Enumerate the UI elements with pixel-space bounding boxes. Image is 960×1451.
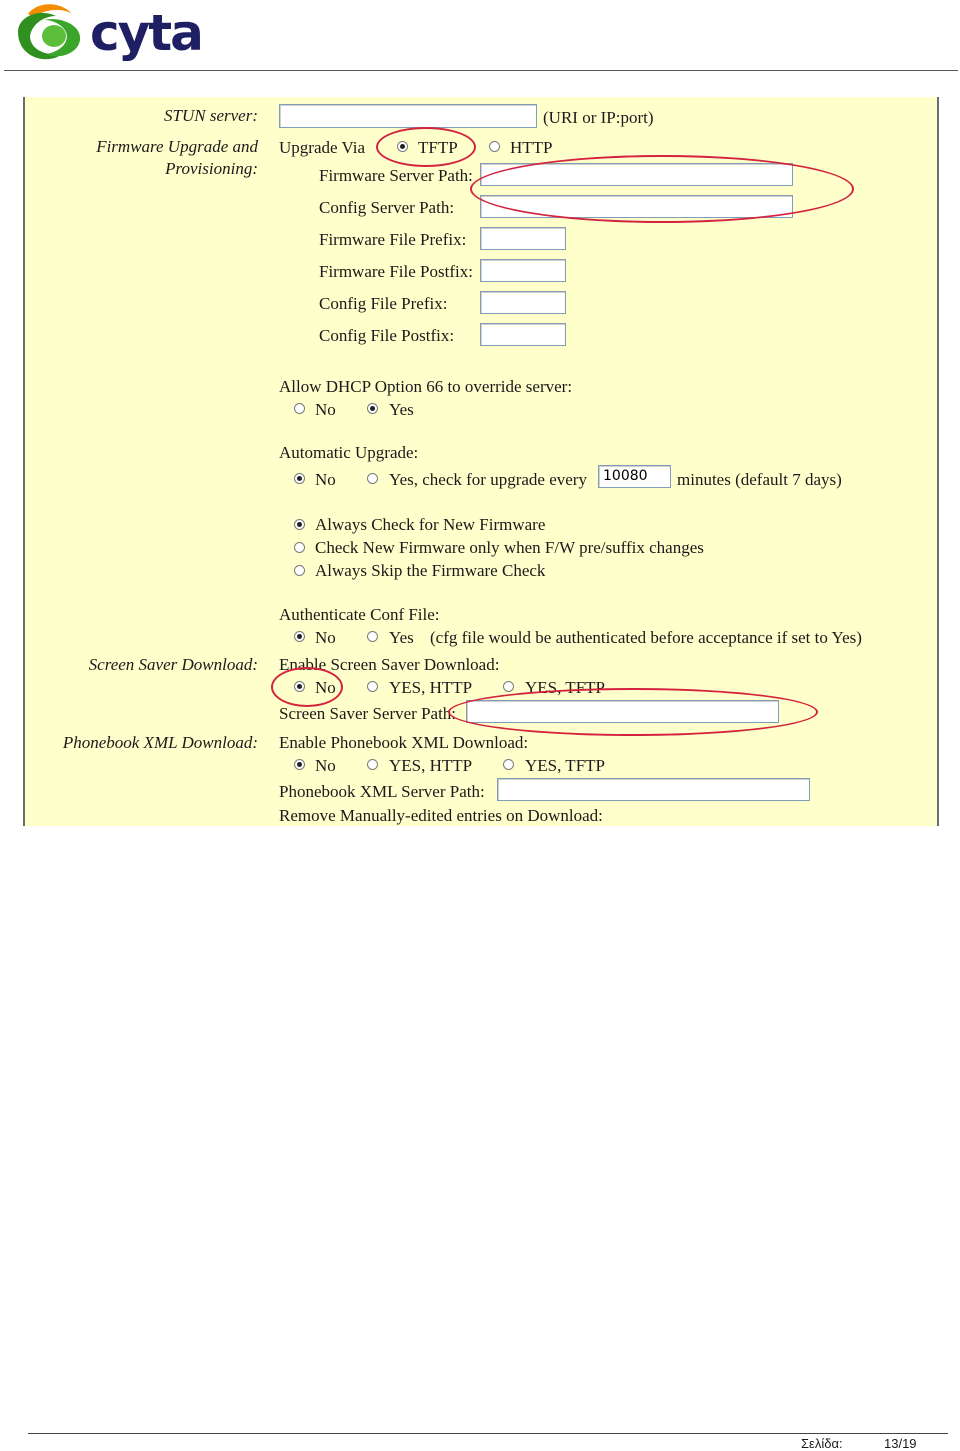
phonebook-enable-label: Enable Phonebook XML Download: xyxy=(279,733,529,752)
firmware-file-prefix-input[interactable] xyxy=(480,227,566,250)
auth-conf-note: (cfg file would be authenticated before acceptance if set to Yes) xyxy=(430,628,862,647)
ss-server-path-label: Screen Saver Server Path: xyxy=(279,704,457,723)
radio-auto-no[interactable] xyxy=(294,473,305,484)
firmware-server-path-label: Firmware Server Path: xyxy=(319,166,473,185)
config-file-prefix-label: Config File Prefix: xyxy=(319,294,448,313)
config-server-path-label: Config Server Path: xyxy=(319,198,455,217)
auto-upgrade-label: Automatic Upgrade: xyxy=(279,443,419,462)
radio-always-check-label: Always Check for New Firmware xyxy=(315,515,546,534)
radio-auth-no[interactable] xyxy=(294,631,305,642)
auth-conf-label: Authenticate Conf File: xyxy=(279,605,440,624)
pb-server-path-input[interactable] xyxy=(497,778,810,801)
radio-ss-http[interactable] xyxy=(367,681,378,692)
radio-http[interactable] xyxy=(489,141,500,152)
annotation-circle-server-paths xyxy=(470,155,854,223)
radio-ss-tftp-label: YES, TFTP xyxy=(525,678,605,697)
radio-auto-no-label: No xyxy=(315,470,336,489)
radio-auto-yes-label: Yes, check for upgrade every xyxy=(389,470,587,489)
radio-pb-no[interactable] xyxy=(294,759,305,770)
radio-always-skip-label: Always Skip the Firmware Check xyxy=(315,561,546,580)
radio-always-check[interactable] xyxy=(294,519,305,530)
firmware-section-label-2: Provisioning: xyxy=(165,159,258,178)
cyta-logo-icon xyxy=(14,2,86,66)
radio-pb-tftp[interactable] xyxy=(503,759,514,770)
config-file-postfix-input[interactable] xyxy=(480,323,566,346)
screen-saver-section-label: Screen Saver Download: xyxy=(88,655,258,674)
radio-dhcp-yes[interactable] xyxy=(367,403,378,414)
radio-check-on-change-label: Check New Firmware only when F/W pre/suffix changes xyxy=(315,538,704,557)
firmware-file-prefix-label: Firmware File Prefix: xyxy=(319,230,467,249)
radio-pb-no-label: No xyxy=(315,756,336,775)
radio-auth-no-label: No xyxy=(315,628,336,647)
radio-dhcp-yes-label: Yes xyxy=(389,400,414,419)
upgrade-minutes-input[interactable]: 10080 xyxy=(598,465,671,488)
upgrade-via-label: Upgrade Via xyxy=(279,138,365,157)
logo-text: cyta xyxy=(90,4,202,62)
config-file-prefix-input[interactable] xyxy=(480,291,566,314)
annotation-circle-tftp xyxy=(376,127,476,167)
radio-dhcp-no-label: No xyxy=(315,400,336,419)
annotation-circle-ss-no xyxy=(271,667,343,707)
upgrade-minutes-suffix: minutes (default 7 days) xyxy=(677,470,842,489)
radio-dhcp-no[interactable] xyxy=(294,403,305,414)
annotation-circle-ss-path xyxy=(448,688,818,736)
screen-saver-enable-label: Enable Screen Saver Download: xyxy=(279,655,500,674)
dhcp-label: Allow DHCP Option 66 to override server: xyxy=(279,377,573,396)
radio-check-on-change[interactable] xyxy=(294,542,305,553)
header-divider xyxy=(4,70,958,71)
radio-pb-http[interactable] xyxy=(367,759,378,770)
radio-pb-tftp-label: YES, TFTP xyxy=(525,756,605,775)
radio-ss-tftp[interactable] xyxy=(503,681,514,692)
radio-always-skip[interactable] xyxy=(294,565,305,576)
radio-ss-no-label: No xyxy=(315,678,336,697)
phonebook-section-label: Phonebook XML Download: xyxy=(62,733,258,752)
firmware-section-label: Firmware Upgrade and xyxy=(96,137,258,156)
pb-remove-label: Remove Manually-edited entries on Download: xyxy=(279,806,603,825)
stun-hint: (URI or IP:port) xyxy=(543,108,654,127)
radio-auto-yes[interactable] xyxy=(367,473,378,484)
radio-auth-yes-label: Yes xyxy=(389,628,414,647)
stun-input[interactable] xyxy=(279,104,537,128)
radio-ss-http-label: YES, HTTP xyxy=(389,678,473,697)
radio-http-label: HTTP xyxy=(510,138,553,157)
firmware-file-postfix-label: Firmware File Postfix: xyxy=(319,262,473,281)
pb-server-path-label: Phonebook XML Server Path: xyxy=(279,782,485,801)
radio-pb-http-label: YES, HTTP xyxy=(389,756,473,775)
config-file-postfix-label: Config File Postfix: xyxy=(319,326,455,345)
firmware-file-postfix-input[interactable] xyxy=(480,259,566,282)
footer-divider xyxy=(28,1433,948,1434)
page-label: Σελίδα: xyxy=(801,1436,843,1451)
page-number: 13/19 xyxy=(884,1436,917,1451)
stun-label: STUN server: xyxy=(164,106,258,125)
radio-tftp-label: TFTP xyxy=(418,138,458,157)
radio-auth-yes[interactable] xyxy=(367,631,378,642)
